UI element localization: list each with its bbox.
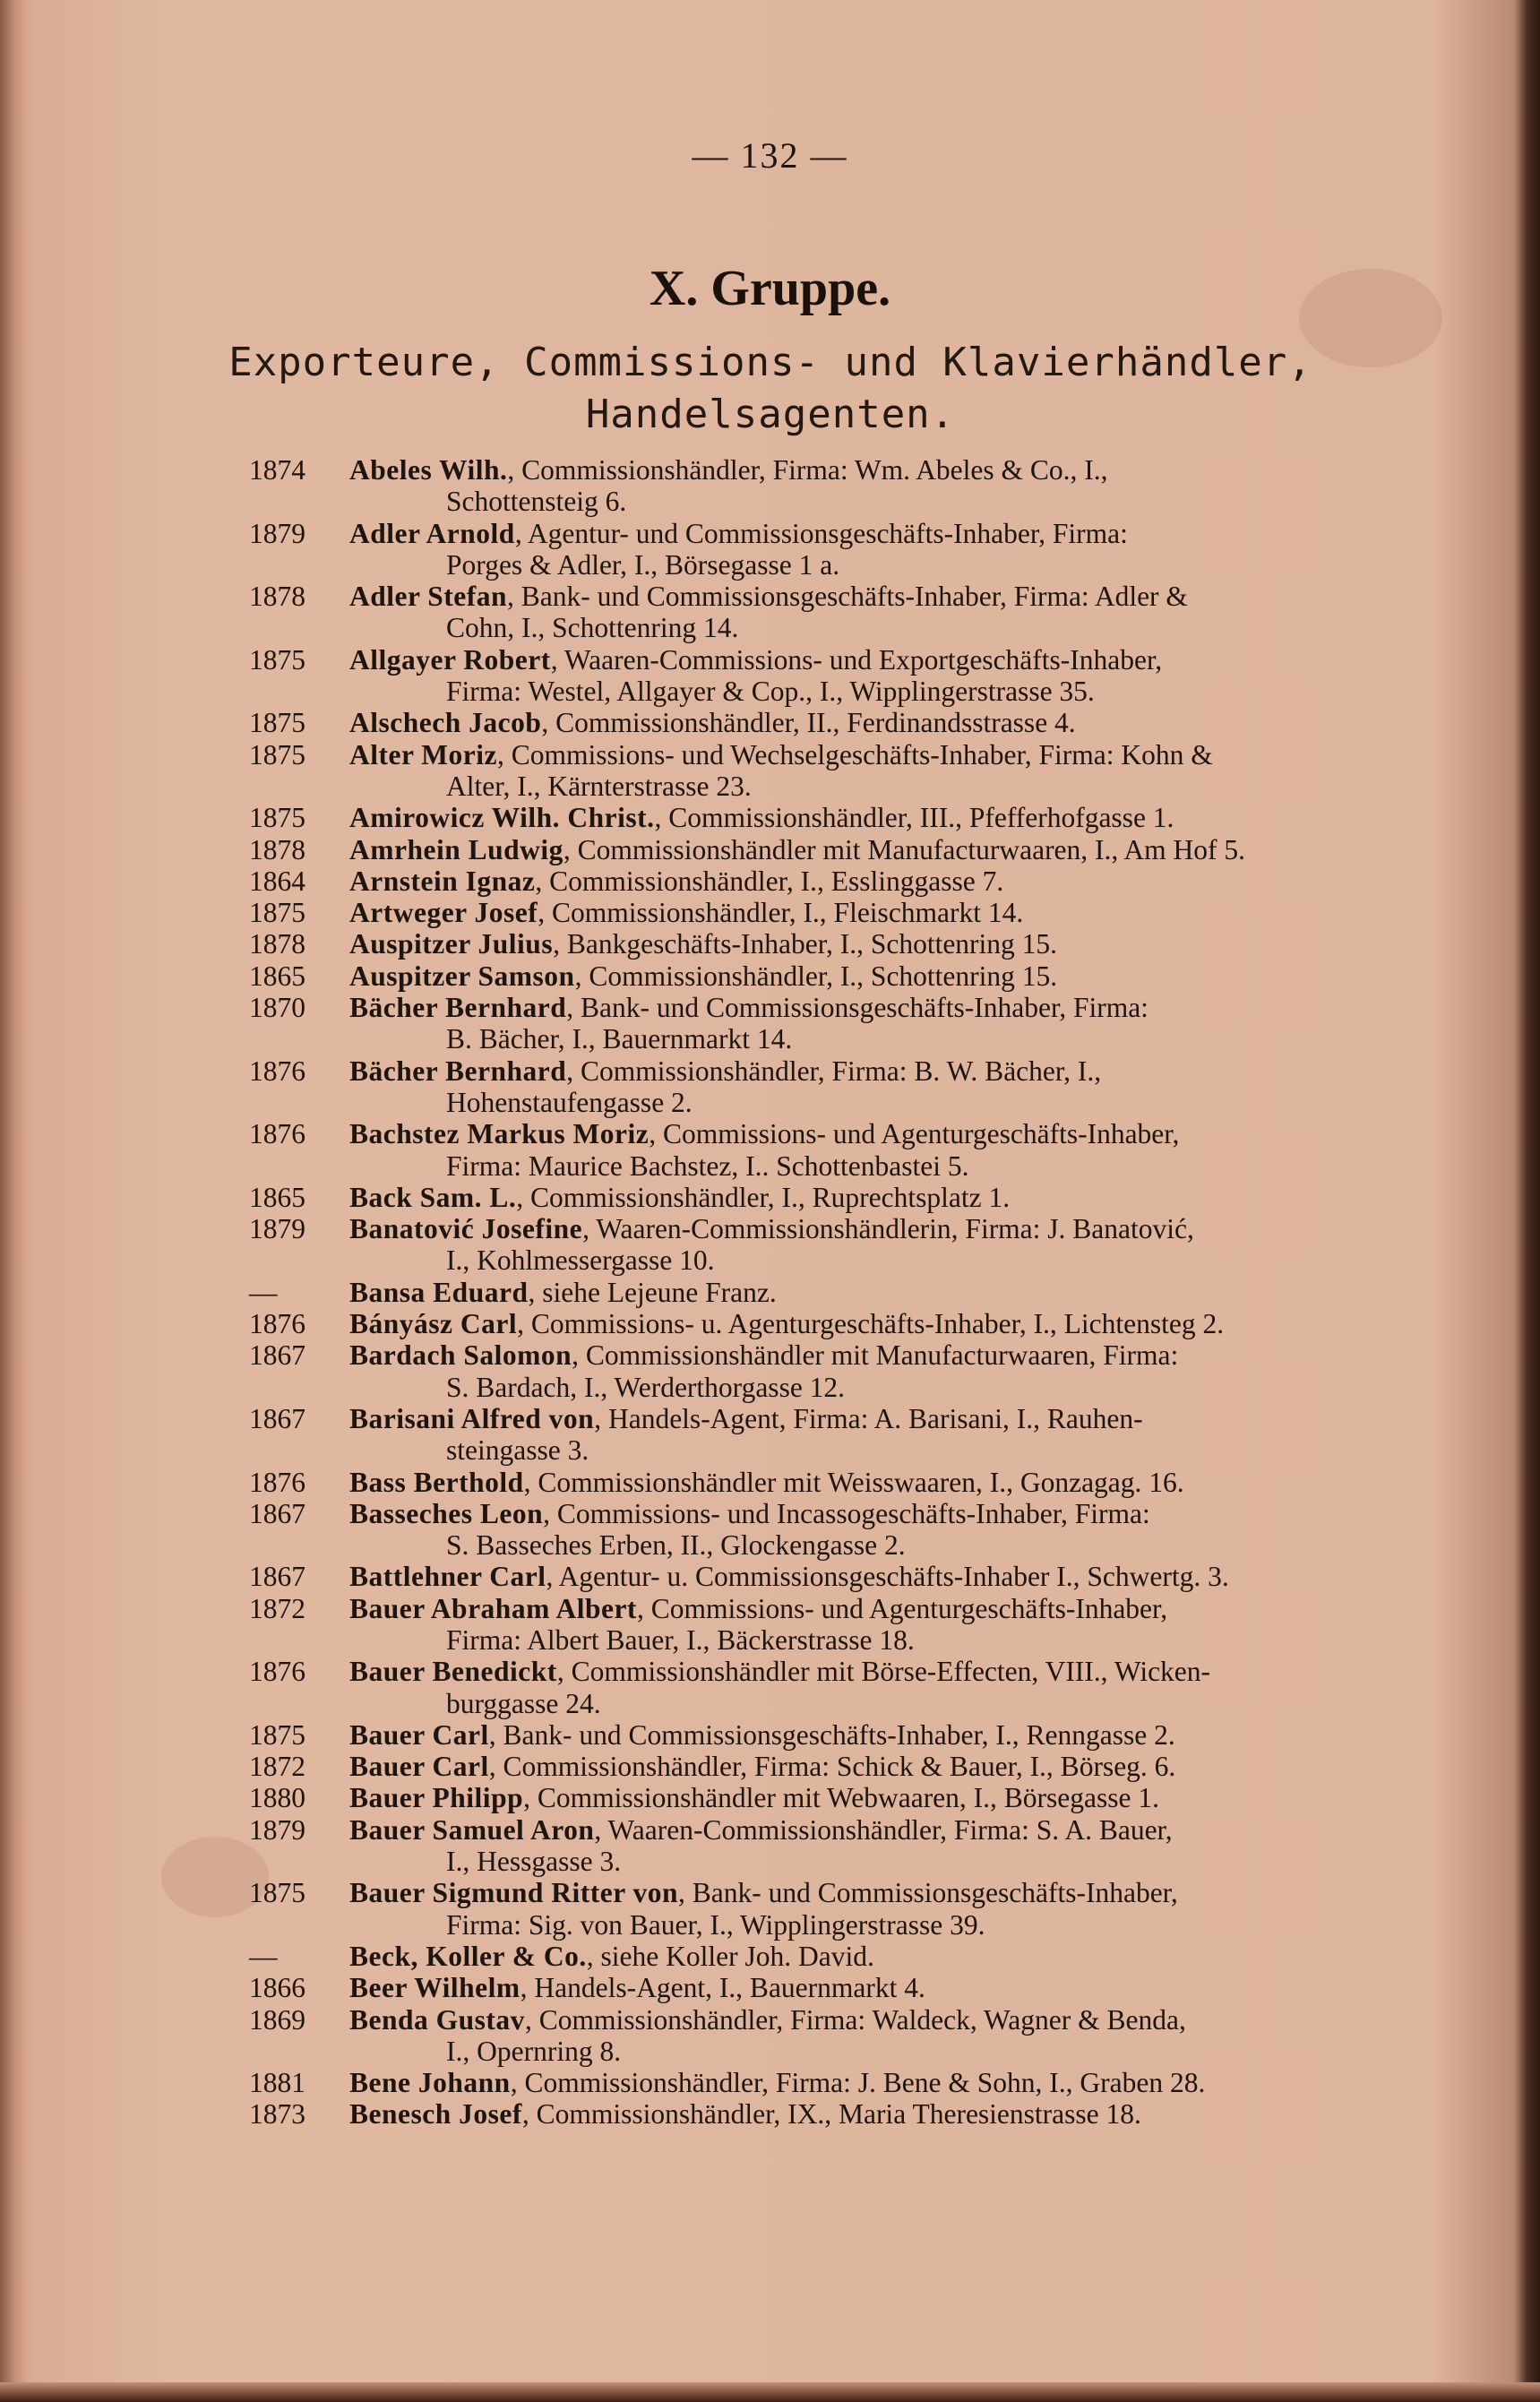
- entry-name: Bauer Abraham Albert: [349, 1592, 637, 1624]
- entry-text: , Commissionshändler, III., Pfefferhofgasse 1.: [654, 802, 1174, 834]
- directory-entry: [249, 865, 1414, 897]
- entry-continuation: I., Hessgasse 3.: [446, 1846, 622, 1878]
- entry-year: 1874: [249, 454, 305, 486]
- entry-name: Basseches Leon: [349, 1497, 544, 1529]
- directory-entry: [249, 1814, 1414, 1878]
- entry-name: Bardach Salomon: [349, 1339, 572, 1372]
- entry-body: [349, 707, 1414, 738]
- entry-name: Amrhein Ludwig: [349, 833, 564, 865]
- entry-year: 1878: [249, 581, 305, 613]
- entry-name: Bauer Samuel Aron: [349, 1813, 595, 1846]
- entry-year: 1875: [249, 707, 305, 739]
- entry-year: 1865: [249, 1181, 305, 1213]
- entry-text: , siehe Koller Joh. David.: [586, 1940, 874, 1972]
- entry-year: 1875: [249, 1718, 305, 1751]
- entry-text: , Commissionshändler, I., Esslinggasse 7.: [535, 865, 1004, 897]
- entry-name: Benesch Josef: [349, 2098, 522, 2131]
- entry-text: , Bank- und Commissionsgeschäfts-Inhaber,: [678, 1877, 1178, 1909]
- directory-entry: [249, 834, 1414, 865]
- directory-entry: [249, 518, 1414, 581]
- entry-continuation: Schottensteig 6.: [446, 486, 627, 518]
- entry-text: , Commissions- und Wechselgeschäfts-Inhaber, Firma: Kohn &: [496, 738, 1213, 771]
- entry-name: Beer Wilhelm: [349, 1972, 521, 2004]
- entry-name: Allgayer Robert: [349, 643, 551, 676]
- book-spine: [0, 0, 27, 2402]
- directory-entry: [249, 928, 1414, 960]
- entry-year: 1865: [249, 960, 305, 992]
- entry-name: Alter Moriz: [349, 738, 497, 771]
- entry-body: [349, 1972, 1414, 2003]
- entry-continuation: I., Opernring 8.: [446, 2035, 622, 2067]
- entry-text: , Commissionshändler, II., Ferdinandsstrasse 4.: [541, 707, 1076, 739]
- entry-body: [349, 1213, 1414, 1244]
- entry-text: , Agentur- u. Commissionsgeschäfts-Inhaber I., Schwertg. 3.: [546, 1561, 1229, 1593]
- entry-text: , Commissionshändler, Firma: Waldeck, Wagner & Benda,: [524, 2003, 1186, 2036]
- entry-text: , siehe Lejeune Franz.: [528, 1276, 777, 1308]
- entry-text: , Commissionshändler mit Börse-Effecten, VIII., Wicken-: [556, 1656, 1211, 1688]
- entry-year: 1878: [249, 833, 305, 865]
- directory-entry: [249, 1277, 1414, 1308]
- group-title: X. Gruppe.: [649, 261, 891, 316]
- directory-entry: [249, 1055, 1414, 1119]
- entry-name: Bauer Carl: [349, 1751, 489, 1783]
- directory-entries: [249, 454, 1414, 2131]
- directory-entry: [249, 1719, 1414, 1751]
- entry-body: [349, 1751, 1414, 1782]
- entry-name: Adler Arnold: [349, 517, 515, 549]
- entry-text: , Bankgeschäfts-Inhaber, I., Schottenring 15.: [553, 928, 1058, 960]
- entry-year: 1875: [249, 643, 305, 676]
- entry-body: [349, 1277, 1414, 1308]
- entry-body: [349, 1055, 1414, 1087]
- entry-body: [349, 739, 1414, 771]
- entry-body: [349, 928, 1414, 960]
- entry-continuation: burggasse 24.: [446, 1687, 601, 1719]
- entry-text: , Waaren-Commissions- und Exportgeschäfts-Inhaber,: [550, 643, 1163, 676]
- directory-entry: [249, 1656, 1414, 1719]
- directory-entry: [249, 2098, 1414, 2130]
- directory-entry: [249, 960, 1414, 992]
- entry-body: [349, 1782, 1414, 1813]
- directory-entry: [249, 581, 1414, 644]
- entry-year: 1867: [249, 1497, 305, 1529]
- entry-text: , Commissionshändler mit Manufacturwaaren, I., Am Hof 5.: [563, 833, 1246, 865]
- directory-entry: [249, 2067, 1414, 2098]
- entry-text: , Commissionshändler mit Webwaaren, I., Börsegasse 1.: [523, 1782, 1159, 1814]
- entry-year: 1870: [249, 992, 305, 1024]
- entry-body: [349, 1182, 1414, 1213]
- directory-entry: [249, 992, 1414, 1055]
- entry-year: 1867: [249, 1339, 305, 1372]
- entry-body: [349, 1941, 1414, 1972]
- entry-body: [349, 802, 1414, 833]
- entry-name: Banatović Josefine: [349, 1213, 583, 1245]
- entry-year: 1872: [249, 1592, 305, 1624]
- entry-continuation: Firma: Sig. von Bauer, I., Wipplingerstrasse 39.: [446, 1908, 985, 1941]
- directory-entry: [249, 644, 1414, 708]
- entry-body: [349, 644, 1414, 676]
- entry-continuation: I., Kohlmessergasse 10.: [446, 1244, 715, 1277]
- entry-year: 1876: [249, 1656, 305, 1688]
- entry-year: 1864: [249, 865, 305, 897]
- entry-year: —: [249, 1940, 278, 1972]
- directory-entry: [249, 739, 1414, 803]
- directory-entry: [249, 897, 1414, 928]
- page-bottom-edge: [0, 2382, 1540, 2402]
- subtitle-line-2: Handelsagenten.: [585, 392, 956, 437]
- entry-continuation: steingasse 3.: [446, 1434, 589, 1467]
- entry-year: 1867: [249, 1402, 305, 1434]
- entry-name: Artweger Josef: [349, 897, 538, 929]
- entry-year: 1876: [249, 1118, 305, 1150]
- directory-entry: [249, 1403, 1414, 1467]
- entry-text: , Agentur- und Commissionsgeschäfts-Inhaber, Firma:: [514, 517, 1128, 549]
- entry-year: 1867: [249, 1561, 305, 1593]
- entry-body: [349, 2004, 1414, 2036]
- entry-year: 1881: [249, 2067, 305, 2099]
- entry-text: , Commissionshändler, Firma: J. Bene & Sohn, I., Graben 28.: [510, 2067, 1206, 2099]
- entry-text: , Handels-Agent, I., Bauernmarkt 4.: [520, 1972, 925, 2004]
- entry-name: Bauer Philipp: [349, 1782, 524, 1814]
- entry-body: [349, 1877, 1414, 1908]
- entry-continuation: Porges & Adler, I., Börsegasse 1 a.: [446, 548, 840, 581]
- entry-continuation: Cohn, I., Schottenring 14.: [446, 612, 739, 644]
- directory-entry: [249, 1182, 1414, 1213]
- entry-year: 1872: [249, 1751, 305, 1783]
- entry-year: 1875: [249, 897, 305, 929]
- entry-text: , Commissionshändler, I., Schottenring 15.: [574, 960, 1058, 992]
- entry-continuation: Firma: Albert Bauer, I., Bäckerstrasse 18.: [446, 1623, 915, 1656]
- entry-body: [349, 960, 1414, 992]
- entry-name: Auspitzer Julius: [349, 928, 554, 960]
- entry-year: 1879: [249, 1813, 305, 1846]
- entry-year: 1879: [249, 517, 305, 549]
- entry-year: 1873: [249, 2098, 305, 2131]
- entry-year: 1875: [249, 802, 305, 834]
- entry-continuation: S. Basseches Erben, II., Glockengasse 2.: [446, 1529, 906, 1562]
- entry-year: 1875: [249, 1877, 305, 1909]
- entry-body: [349, 454, 1414, 486]
- entry-name: Bächer Bernhard: [349, 1055, 567, 1087]
- entry-body: [349, 1339, 1414, 1371]
- entry-body: [349, 834, 1414, 865]
- directory-entry: [249, 802, 1414, 833]
- entry-continuation: B. Bächer, I., Bauernmarkt 14.: [446, 1023, 793, 1055]
- directory-entry: [249, 1213, 1414, 1277]
- entry-name: Back Sam. L.: [349, 1181, 517, 1213]
- entry-name: Abeles Wilh.: [349, 454, 508, 486]
- entry-text: , Waaren-Commissionshändlerin, Firma: J. Banatović,: [582, 1213, 1194, 1245]
- directory-entry: [249, 1467, 1414, 1498]
- entry-name: Auspitzer Samson: [349, 960, 575, 992]
- directory-entry: [249, 1941, 1414, 1972]
- entry-name: Bansa Eduard: [349, 1276, 529, 1308]
- entry-name: Adler Stefan: [349, 581, 508, 613]
- entry-text: , Waaren-Commissionshändler, Firma: S. A. Bauer,: [594, 1813, 1173, 1846]
- entry-year: 1866: [249, 1972, 305, 2004]
- entry-body: [349, 1814, 1414, 1846]
- entry-body: [349, 897, 1414, 928]
- entry-continuation: Firma: Maurice Bachstez, I.. Schottenbastei 5.: [446, 1149, 969, 1182]
- entry-text: , Commissions- und Incassogeschäfts-Inhaber, Firma:: [543, 1497, 1150, 1529]
- entry-body: [349, 1467, 1414, 1498]
- entry-name: Arnstein Ignaz: [349, 865, 536, 897]
- entry-body: [349, 1403, 1414, 1434]
- entry-name: Benda Gustav: [349, 2003, 525, 2036]
- entry-body: [349, 581, 1414, 612]
- entry-body: [349, 1308, 1414, 1339]
- entry-year: 1876: [249, 1055, 305, 1087]
- entry-body: [349, 1118, 1414, 1149]
- directory-entry: [249, 1308, 1414, 1339]
- directory-entry: [249, 2004, 1414, 2068]
- directory-entry: [249, 1782, 1414, 1813]
- entry-name: Bachstez Markus Moriz: [349, 1118, 650, 1150]
- entry-name: Bauer Sigmund Ritter von: [349, 1877, 679, 1909]
- entry-body: [349, 992, 1414, 1023]
- entry-name: Beck, Koller & Co.: [349, 1940, 587, 1972]
- entry-year: 1875: [249, 738, 305, 771]
- entry-year: —: [249, 1276, 278, 1308]
- entry-text: , Handels-Agent, Firma: A. Barisani, I., Rauhen-: [594, 1402, 1143, 1434]
- entry-name: Battlehner Carl: [349, 1561, 546, 1593]
- entry-year: 1876: [249, 1308, 305, 1340]
- entry-year: 1879: [249, 1213, 305, 1245]
- entry-text: , Commissionshändler mit Manufacturwaaren, Firma:: [572, 1339, 1179, 1372]
- entry-text: , Commissionshändler mit Weisswaaren, I., Gonzagag. 16.: [523, 1466, 1184, 1498]
- entry-year: 1878: [249, 928, 305, 960]
- entry-year: 1876: [249, 1466, 305, 1498]
- directory-entry: [249, 1498, 1414, 1562]
- entry-text: , Commissionshändler, Firma: Wm. Abeles & Co., I.,: [507, 454, 1108, 486]
- entry-text: , Bank- und Commissionsgeschäfts-Inhaber, Firma: Adler &: [507, 581, 1188, 613]
- entry-body: [349, 1593, 1414, 1624]
- entry-text: , Bank- und Commissionsgeschäfts-Inhaber, Firma:: [566, 992, 1149, 1024]
- entry-name: Bene Johann: [349, 2067, 511, 2099]
- directory-entry: [249, 1339, 1414, 1403]
- entry-name: Bass Berthold: [349, 1466, 524, 1498]
- directory-entry: [249, 707, 1414, 738]
- subtitle-line-1: Exporteure, Commissions- und Klavierhändler,: [228, 340, 1312, 385]
- entry-body: [349, 2067, 1414, 2098]
- directory-entry: [249, 1751, 1414, 1782]
- entry-body: [349, 1656, 1414, 1687]
- entry-text: , Commissionshändler, I., Fleischmarkt 14.: [538, 897, 1024, 929]
- entry-name: Bányász Carl: [349, 1308, 518, 1340]
- entry-continuation: S. Bardach, I., Werderthorgasse 12.: [446, 1371, 846, 1403]
- entry-body: [349, 1498, 1414, 1529]
- entry-name: Barisani Alfred von: [349, 1402, 595, 1434]
- entry-name: Alschech Jacob: [349, 707, 542, 739]
- entry-text: , Commissionshändler, IX., Maria Theresienstrasse 18.: [521, 2098, 1141, 2131]
- entry-continuation: Alter, I., Kärnterstrasse 23.: [446, 770, 752, 802]
- entry-name: Bächer Bernhard: [349, 992, 567, 1024]
- entry-text: , Bank- und Commissionsgeschäfts-Inhaber, I., Renngasse 2.: [488, 1718, 1175, 1751]
- entry-body: [349, 518, 1414, 549]
- entry-continuation: Firma: Westel, Allgayer & Cop., I., Wipplingerstrasse 35.: [446, 676, 1095, 708]
- group-subtitle: [179, 337, 1362, 441]
- entry-name: Bauer Carl: [349, 1718, 489, 1751]
- entry-text: , Commissions- u. Agenturgeschäfts-Inhaber, I., Lichtensteg 2.: [517, 1308, 1225, 1340]
- directory-entry: [249, 454, 1414, 518]
- directory-entry: [249, 1877, 1414, 1941]
- entry-body: [349, 1561, 1414, 1592]
- directory-entry: [249, 1118, 1414, 1182]
- entry-name: Amirowicz Wilh. Christ.: [349, 802, 655, 834]
- entry-year: 1869: [249, 2003, 305, 2036]
- entry-year: 1880: [249, 1782, 305, 1814]
- entry-continuation: Hohenstaufengasse 2.: [446, 1086, 693, 1118]
- directory-entry: [249, 1561, 1414, 1592]
- entry-body: [349, 1719, 1414, 1751]
- directory-entry: [249, 1593, 1414, 1657]
- entry-text: , Commissionshändler, I., Ruprechtsplatz 1.: [516, 1181, 1011, 1213]
- entry-text: , Commissionshändler, Firma: Schick & Bauer, I., Börseg. 6.: [488, 1751, 1176, 1783]
- entry-text: , Commissionshändler, Firma: B. W. Bächer, I.,: [566, 1055, 1102, 1087]
- entry-name: Bauer Benedickt: [349, 1656, 557, 1688]
- entry-text: , Commissions- und Agenturgeschäfts-Inhaber,: [649, 1118, 1180, 1150]
- entry-body: [349, 2098, 1414, 2130]
- directory-entry: [249, 1972, 1414, 2003]
- page-number: — 132 —: [692, 135, 848, 176]
- entry-text: , Commissions- und Agenturgeschäfts-Inhaber,: [636, 1592, 1168, 1624]
- entry-body: [349, 865, 1414, 897]
